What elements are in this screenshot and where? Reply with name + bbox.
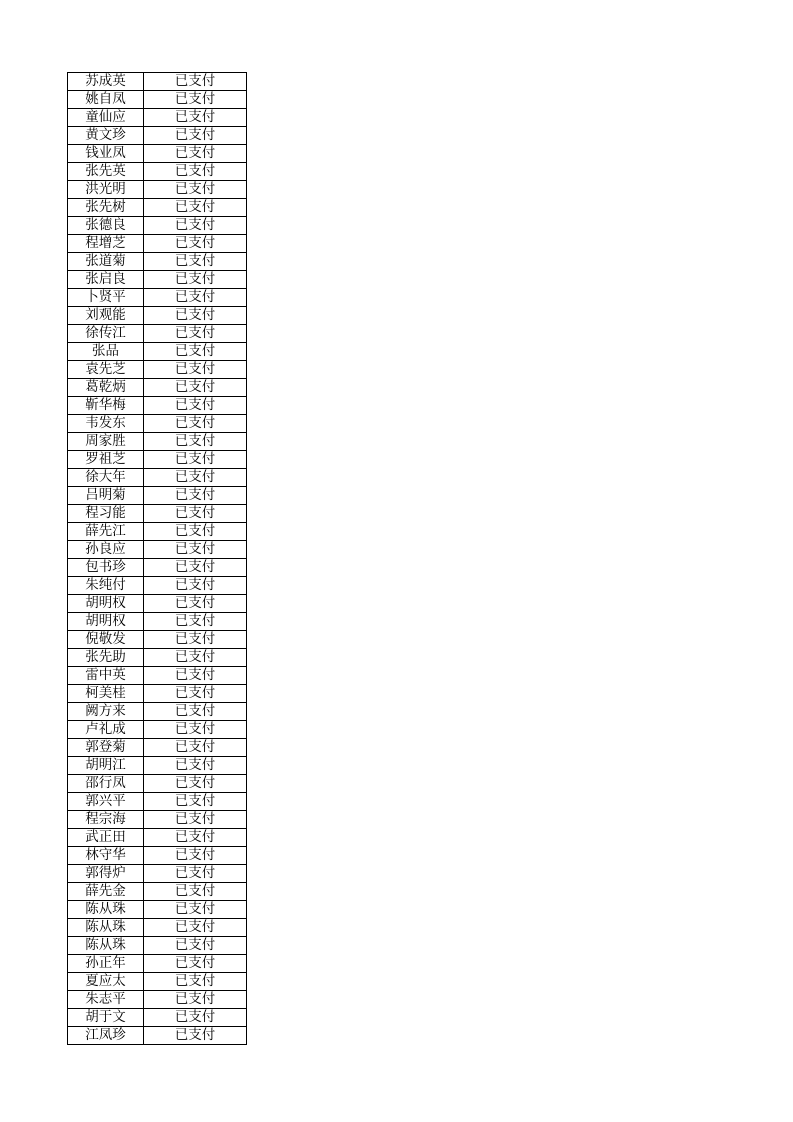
table-row: [68, 451, 247, 469]
name-cell[interactable]: 张品: [68, 343, 144, 361]
table-row: [68, 631, 247, 649]
name-cell[interactable]: 程宗海: [68, 811, 144, 829]
name-cell[interactable]: 陈从珠: [68, 937, 144, 955]
table-row: [68, 487, 247, 505]
status-cell[interactable]: 已支付: [144, 451, 247, 469]
table-row: [68, 991, 247, 1009]
status-cell[interactable]: 已支付: [144, 541, 247, 559]
table-row: [68, 199, 247, 217]
table-row: [68, 883, 247, 901]
table-row: [68, 361, 247, 379]
name-cell[interactable]: 夏应太: [68, 973, 144, 991]
table-row: [68, 541, 247, 559]
status-cell[interactable]: 已支付: [144, 739, 247, 757]
table-row: [68, 793, 247, 811]
status-cell[interactable]: 已支付: [144, 91, 247, 109]
status-cell[interactable]: 已支付: [144, 649, 247, 667]
table-row: [68, 415, 247, 433]
name-cell[interactable]: 郭登菊: [68, 739, 144, 757]
status-cell[interactable]: 已支付: [144, 235, 247, 253]
name-cell[interactable]: 朱纯付: [68, 577, 144, 595]
status-cell[interactable]: 已支付: [144, 361, 247, 379]
status-cell[interactable]: 已支付: [144, 397, 247, 415]
name-cell[interactable]: 张先英: [68, 163, 144, 181]
table-row: [68, 757, 247, 775]
table-row: [68, 217, 247, 235]
table-row: [68, 973, 247, 991]
name-cell[interactable]: 韦发东: [68, 415, 144, 433]
table-row: [68, 307, 247, 325]
table-row: [68, 811, 247, 829]
name-cell[interactable]: 葛乾炳: [68, 379, 144, 397]
name-cell[interactable]: 孙良应: [68, 541, 144, 559]
name-cell[interactable]: 张先树: [68, 199, 144, 217]
name-cell[interactable]: 徐大年: [68, 469, 144, 487]
status-cell[interactable]: 已支付: [144, 379, 247, 397]
name-cell[interactable]: 程增芝: [68, 235, 144, 253]
name-cell[interactable]: 柯美桂: [68, 685, 144, 703]
table-row: [68, 91, 247, 109]
table-row: [68, 559, 247, 577]
status-cell[interactable]: 已支付: [144, 433, 247, 451]
table-row: [68, 613, 247, 631]
table-row: [68, 919, 247, 937]
table-row: [68, 667, 247, 685]
status-cell[interactable]: 已支付: [144, 829, 247, 847]
table-row: [68, 145, 247, 163]
table-row: [68, 109, 247, 127]
name-cell[interactable]: 胡于文: [68, 1009, 144, 1027]
table-row: [68, 1009, 247, 1027]
table-row: [68, 775, 247, 793]
status-cell[interactable]: 已支付: [144, 631, 247, 649]
name-cell[interactable]: 郭兴平: [68, 793, 144, 811]
name-cell[interactable]: 阙方来: [68, 703, 144, 721]
table-row: [68, 271, 247, 289]
table-row: [68, 901, 247, 919]
table-row: [68, 433, 247, 451]
name-cell[interactable]: 朱志平: [68, 991, 144, 1009]
table-row: [68, 469, 247, 487]
table-row: [68, 739, 247, 757]
table-row: [68, 235, 247, 253]
name-cell[interactable]: 罗祖芝: [68, 451, 144, 469]
table-row: [68, 847, 247, 865]
table-row: [68, 397, 247, 415]
status-cell[interactable]: 已支付: [144, 145, 247, 163]
status-cell[interactable]: 已支付: [144, 199, 247, 217]
table-row: [68, 577, 247, 595]
status-cell[interactable]: 已支付: [144, 613, 247, 631]
table-row: [68, 253, 247, 271]
status-cell[interactable]: 已支付: [144, 577, 247, 595]
name-cell[interactable]: 雷中英: [68, 667, 144, 685]
table-row: [68, 937, 247, 955]
name-cell[interactable]: 孙正年: [68, 955, 144, 973]
status-cell[interactable]: 已支付: [144, 793, 247, 811]
name-cell[interactable]: 钱业凤: [68, 145, 144, 163]
status-cell[interactable]: 已支付: [144, 73, 247, 91]
status-cell[interactable]: 已支付: [144, 1027, 247, 1045]
status-cell[interactable]: 已支付: [144, 991, 247, 1009]
table-row: [68, 505, 247, 523]
status-cell[interactable]: 已支付: [144, 163, 247, 181]
name-cell[interactable]: 刘观能: [68, 307, 144, 325]
status-cell[interactable]: 已支付: [144, 415, 247, 433]
name-cell[interactable]: 陈从珠: [68, 901, 144, 919]
name-cell[interactable]: 郭得炉: [68, 865, 144, 883]
table-row: [68, 325, 247, 343]
status-cell[interactable]: 已支付: [144, 919, 247, 937]
status-cell[interactable]: 已支付: [144, 847, 247, 865]
status-cell[interactable]: 已支付: [144, 127, 247, 145]
name-cell[interactable]: 武正田: [68, 829, 144, 847]
status-cell[interactable]: 已支付: [144, 955, 247, 973]
status-cell[interactable]: 已支付: [144, 703, 247, 721]
status-cell[interactable]: 已支付: [144, 1009, 247, 1027]
table-row: [68, 703, 247, 721]
status-cell[interactable]: 已支付: [144, 559, 247, 577]
status-cell[interactable]: 已支付: [144, 343, 247, 361]
status-cell[interactable]: 已支付: [144, 865, 247, 883]
table-row: [68, 127, 247, 145]
name-cell[interactable]: 倪敬发: [68, 631, 144, 649]
status-cell[interactable]: 已支付: [144, 595, 247, 613]
table-row: [68, 1027, 247, 1045]
table-row: [68, 955, 247, 973]
status-cell[interactable]: 已支付: [144, 307, 247, 325]
status-cell[interactable]: 已支付: [144, 937, 247, 955]
status-cell[interactable]: 已支付: [144, 973, 247, 991]
table-row: [68, 73, 247, 91]
name-cell[interactable]: 邵行凤: [68, 775, 144, 793]
name-cell[interactable]: 卢礼成: [68, 721, 144, 739]
name-cell[interactable]: 陈从珠: [68, 919, 144, 937]
status-cell[interactable]: 已支付: [144, 667, 247, 685]
name-cell[interactable]: 洪光明: [68, 181, 144, 199]
status-cell[interactable]: 已支付: [144, 757, 247, 775]
payment-status-table: [67, 72, 247, 1045]
table-row: [68, 181, 247, 199]
table-row: [68, 595, 247, 613]
status-cell[interactable]: 已支付: [144, 775, 247, 793]
name-cell[interactable]: 林守华: [68, 847, 144, 865]
table-row: [68, 379, 247, 397]
name-cell[interactable]: 黄文珍: [68, 127, 144, 145]
status-cell[interactable]: 已支付: [144, 901, 247, 919]
name-cell[interactable]: 张德良: [68, 217, 144, 235]
table-row: [68, 649, 247, 667]
table-row: [68, 865, 247, 883]
name-cell[interactable]: 姚自凤: [68, 91, 144, 109]
name-cell[interactable]: 包书珍: [68, 559, 144, 577]
name-cell[interactable]: 胡明权: [68, 613, 144, 631]
status-cell[interactable]: 已支付: [144, 325, 247, 343]
status-cell[interactable]: 已支付: [144, 883, 247, 901]
status-cell[interactable]: 已支付: [144, 685, 247, 703]
table-row: [68, 685, 247, 703]
status-cell[interactable]: 已支付: [144, 181, 247, 199]
status-cell[interactable]: 已支付: [144, 505, 247, 523]
name-cell[interactable]: 卜贤平: [68, 289, 144, 307]
name-cell[interactable]: 薛先江: [68, 523, 144, 541]
name-cell[interactable]: 胡明江: [68, 757, 144, 775]
table-body: [68, 73, 247, 1045]
name-cell[interactable]: 苏成英: [68, 73, 144, 91]
name-cell[interactable]: 童仙应: [68, 109, 144, 127]
table-row: [68, 163, 247, 181]
status-cell[interactable]: 已支付: [144, 721, 247, 739]
status-cell[interactable]: 已支付: [144, 469, 247, 487]
status-cell[interactable]: 已支付: [144, 217, 247, 235]
name-cell[interactable]: 张启良: [68, 271, 144, 289]
status-cell[interactable]: 已支付: [144, 253, 247, 271]
name-cell[interactable]: 靳华梅: [68, 397, 144, 415]
table-row: [68, 523, 247, 541]
name-cell[interactable]: 程习能: [68, 505, 144, 523]
status-cell[interactable]: 已支付: [144, 811, 247, 829]
name-cell[interactable]: 张先助: [68, 649, 144, 667]
name-cell[interactable]: 袁先芝: [68, 361, 144, 379]
name-cell[interactable]: 江凤珍: [68, 1027, 144, 1045]
table-row: [68, 829, 247, 847]
name-cell[interactable]: 胡明权: [68, 595, 144, 613]
name-cell[interactable]: 薛先金: [68, 883, 144, 901]
table-row: [68, 721, 247, 739]
table-row: [68, 289, 247, 307]
status-cell[interactable]: 已支付: [144, 487, 247, 505]
status-cell[interactable]: 已支付: [144, 523, 247, 541]
name-cell[interactable]: 吕明菊: [68, 487, 144, 505]
status-cell[interactable]: 已支付: [144, 271, 247, 289]
name-cell[interactable]: 徐传江: [68, 325, 144, 343]
table-row: [68, 343, 247, 361]
status-cell[interactable]: 已支付: [144, 289, 247, 307]
name-cell[interactable]: 张道菊: [68, 253, 144, 271]
status-cell[interactable]: 已支付: [144, 109, 247, 127]
name-cell[interactable]: 周家胜: [68, 433, 144, 451]
